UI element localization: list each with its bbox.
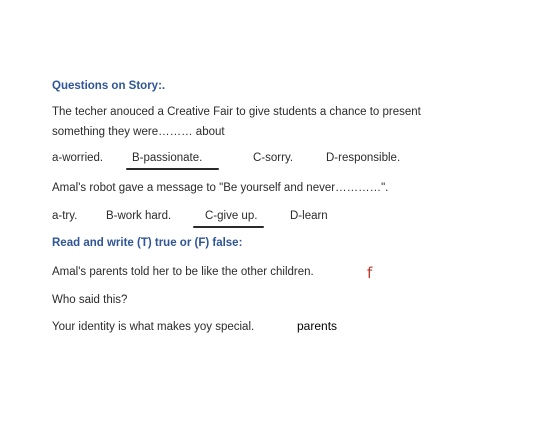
question-1-option-b[interactable]: B-passionate. bbox=[132, 152, 203, 164]
question-1-option-a[interactable]: a-worried. bbox=[52, 152, 104, 164]
question-1-option-d[interactable]: D-responsible. bbox=[326, 152, 401, 164]
question-1-text-line-2: something they were……… about bbox=[52, 126, 225, 138]
true-false-statement: Amal's parents told her to be like the other children. bbox=[52, 266, 314, 278]
true-false-answer[interactable]: f bbox=[367, 264, 373, 282]
true-false-heading: Read and write (T) true or (F) false: bbox=[52, 237, 243, 249]
question-2-option-d[interactable]: D-learn bbox=[290, 210, 328, 222]
question-1-text-line-1: The techer anouced a Creative Fair to give students a chance to present bbox=[52, 106, 421, 118]
quote-text: Your identity is what makes yoy special. bbox=[52, 321, 255, 333]
question-2-option-a[interactable]: a-try. bbox=[52, 210, 78, 222]
question-1-option-c[interactable]: C-sorry. bbox=[253, 152, 294, 164]
who-said-question: Who said this? bbox=[52, 294, 128, 306]
question-1-answer-underline bbox=[126, 168, 219, 170]
who-said-answer[interactable]: parents bbox=[297, 319, 338, 333]
question-2-option-b[interactable]: B-work hard. bbox=[106, 210, 172, 222]
question-2-text: Amal's robot gave a message to "Be yourself and never…………". bbox=[52, 182, 389, 194]
question-2-option-c[interactable]: C-give up. bbox=[205, 210, 258, 222]
questions-heading: Questions on Story:. bbox=[52, 80, 166, 92]
question-2-answer-underline bbox=[193, 226, 264, 228]
